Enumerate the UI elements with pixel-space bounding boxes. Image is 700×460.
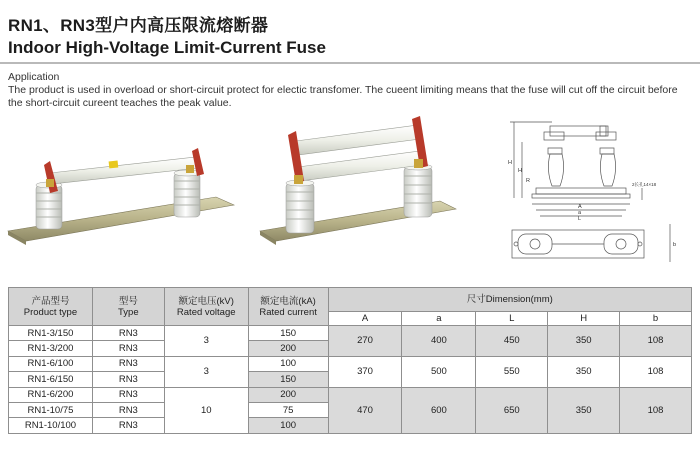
table-row [9, 356, 692, 371]
cell-type: RN3 [92, 402, 164, 417]
header-type [92, 288, 164, 326]
application-heading: Application [8, 71, 60, 83]
header-product-type-en: Product type [23, 306, 78, 318]
header-dim-L: L [476, 312, 548, 326]
cell-dim-b: 108 [620, 356, 692, 387]
dimension-drawing [492, 112, 692, 284]
cell-current: 100 [248, 418, 328, 433]
header-dim-a: a [402, 312, 476, 326]
cell-current: 150 [248, 326, 328, 341]
cell-dim-a: 600 [402, 387, 476, 433]
cell-current: 200 [248, 387, 328, 402]
dim-label-r: R [526, 178, 530, 184]
dim-label-a-lower: a [578, 210, 582, 216]
cell-voltage: 3 [164, 326, 248, 357]
cell-product: RN1-6/200 [9, 387, 93, 402]
product-photo-single-fuse [6, 135, 238, 245]
cell-product: RN1-6/150 [9, 372, 93, 387]
cell-type: RN3 [92, 341, 164, 356]
cell-dim-H: 350 [548, 387, 620, 433]
cell-dim-L: 550 [476, 356, 548, 387]
table-row [9, 326, 692, 341]
header-dim-A: A [328, 312, 402, 326]
dim-label-h-outer: H [508, 160, 512, 166]
cell-dim-b: 108 [620, 326, 692, 357]
header-product-type [9, 288, 93, 326]
header-rated-current [248, 288, 328, 326]
header-current-en: Rated current [259, 306, 317, 318]
specification-table [8, 287, 692, 434]
header-dim-b: b [620, 312, 692, 326]
dim-label-h-inner: H [518, 168, 522, 174]
dim-label-slot: 2长孔14×18 [632, 182, 657, 187]
header-current-cn: 额定电流(kA) [260, 295, 316, 307]
header-dimension: 尺寸Dimension(mm) [328, 288, 691, 312]
cell-product: RN1-10/100 [9, 418, 93, 433]
header-type-cn: 型号 [118, 295, 138, 307]
application-text: The product is used in overload or short-circuit protect for electic transfomer. The cueent limiting means that the fuse will cut off the circuit before the short-circuit cureent teaches the peak value. [8, 84, 678, 109]
cell-dim-H: 350 [548, 326, 620, 357]
header-type-en: Type [118, 306, 139, 318]
cell-current: 100 [248, 356, 328, 371]
cell-type: RN3 [92, 356, 164, 371]
cell-current: 75 [248, 402, 328, 417]
dim-label-l: L [578, 216, 582, 222]
cell-dim-a: 400 [402, 326, 476, 357]
cell-dim-A: 270 [328, 326, 402, 357]
title-divider [0, 62, 700, 64]
cell-product: RN1-3/150 [9, 326, 93, 341]
cell-dim-H: 350 [548, 356, 620, 387]
cell-current: 150 [248, 372, 328, 387]
table-row [9, 387, 692, 402]
cell-product: RN1-10/75 [9, 402, 93, 417]
page-title-en: Indoor High-Voltage Limit-Current Fuse [8, 38, 326, 57]
cell-product: RN1-3/200 [9, 341, 93, 356]
cell-dim-a: 500 [402, 356, 476, 387]
cell-dim-b: 108 [620, 387, 692, 433]
cell-dim-L: 450 [476, 326, 548, 357]
header-rated-voltage [164, 288, 248, 326]
header-product-type-cn: 产品型号 [31, 295, 70, 307]
dim-label-a-upper: A [578, 204, 582, 210]
cell-dim-L: 650 [476, 387, 548, 433]
cell-type: RN3 [92, 418, 164, 433]
cell-type: RN3 [92, 387, 164, 402]
header-voltage-cn: 额定电压(kV) [178, 295, 234, 307]
header-dim-H: H [548, 312, 620, 326]
cell-voltage: 10 [164, 387, 248, 433]
page-title-cn: RN1、RN3型户内高压限流熔断器 [8, 16, 269, 35]
cell-voltage: 3 [164, 356, 248, 387]
cell-dim-A: 470 [328, 387, 402, 433]
product-photo-double-fuse [258, 115, 458, 245]
cell-product: RN1-6/100 [9, 356, 93, 371]
dim-label-b: b [673, 242, 677, 248]
header-voltage-en: Rated voltage [176, 306, 236, 318]
cell-type: RN3 [92, 326, 164, 341]
cell-dim-A: 370 [328, 356, 402, 387]
cell-type: RN3 [92, 372, 164, 387]
cell-current: 200 [248, 341, 328, 356]
